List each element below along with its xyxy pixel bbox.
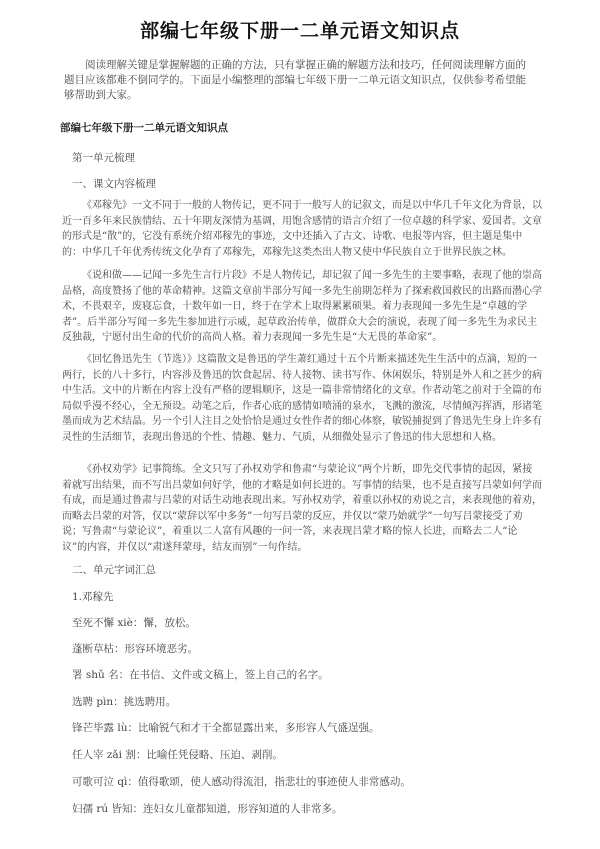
subsection-dengjiaxian: 1.邓稼先 [72, 591, 114, 603]
vocab-item: 任人宰 zǎi 割：比喻任凭侵略、压迫、剥削。 [72, 749, 283, 761]
vocab-item: 蓬断草枯：形容环境恶劣。 [72, 643, 198, 655]
paragraph-luxun: 《回忆鲁迅先生（节选）》这篇散文是鲁迅的学生萧红通过十五个片断来描述先生生活中的点滴，短的一两行，长的八十多行，内容涉及鲁迅的饮食起居、待人接物、读书写作、休闲娱乐，特别是外人和之甚少的病中生活。文中的片断在内容上没有严格的逻辑顺序，这是一篇非常情绪化的文章。作者动笔之前对于全篇的布局似乎漫不经心，全无预设。动笔之后，作者心底的感情如喷涌的泉水，飞溅的激流，尽情倾泻挥洒，形诸笔墨而成为艺术结晶。另一个引人注目之处恰恰是通过女性作者的细心体察，敏锐捕捉到了鲁迅先生身上许多有灵性的生活细节，表现出鲁迅的个性、情趣、魅力、气质，从细微处显示了鲁迅的伟大思想和人格。 [62, 354, 542, 443]
section-1-heading: 一、课文内容梳理 [72, 178, 156, 190]
vocab-item: 妇孺 rú 皆知：连妇女儿童都知道，形容知道的人非常多。 [72, 803, 343, 815]
vocab-item: 可歌可泣 qì：值得歌颂，使人感动得流泪，指悲壮的事迹使人非常感动。 [72, 776, 411, 788]
vocab-item: 选聘 pìn：挑选聘用。 [72, 696, 177, 708]
paragraph-dengjiaxian: 《邓稼先》一文不同于一般的人物传记，更不同于一般写人的记叙文，而是以中华几千年文化为背景，以近一百多年来民族情结、五十年期友深情为基调，用饱含感情的语言介绍了一位卓越的科学家、爱国者。文章的形式是“散”的，它没有系统介绍邓稼先的事迹，文中还插入了古文、诗歌、电报等内容，但主题是集中的：中华几千年优秀传统文化孕育了邓稼先，邓稼先这类杰出人物又使中华民族自立于世界民族之林。 [62, 200, 542, 258]
page-title: 部编七年级下册一二单元语文知识点 [139, 20, 460, 42]
vocab-item: 锋芒毕露 lù：比喻锐气和才干全都显露出来，多形容人气盛逞强。 [72, 722, 380, 734]
unit-1-heading: 第一单元梳理 [72, 152, 135, 164]
vocab-item: 署 shǔ 名：在书信、文件或文稿上，签上自己的名字。 [72, 669, 329, 681]
section-2-heading: 二、单元字词汇总 [72, 564, 156, 576]
paragraph-sunquan: 《孙权劝学》记事简练。全文只写了孙权劝学和鲁肃“与蒙论议”两个片断，即先交代事情的起因，紧接着就写出结果，而不写出吕蒙如何好学，他的才略是如何长进的。写事情的结果，也不是直接写吕蒙如何学而有成，而是通过鲁肃与吕蒙的对话生动地表现出来。写孙权劝学，着重以孙权的劝说之言，来表现他的着劝，而略去吕蒙的对答，仅以“蒙辞以军中多务”一句写吕蒙的反应，并仅以“蒙乃始就学”一句写吕蒙接受了劝说；写鲁肃“与蒙论议”，着重以二人富有风趣的一问一答，来表现吕蒙才略的惊人长进，而略去二人“论议”的内容，并仅以“肃遂拜蒙母，结友而别”一句作结。 [62, 464, 542, 553]
intro-paragraph: 阅读理解关键是掌握解题的正确的方法，只有掌握正确的解题方法和技巧，任何阅读理解方面的题目应该都难不倒同学的。下面是小编整理的部编七年级下册一二单元语文知识点，仅供参考希望能够帮助到大家。 [64, 59, 526, 101]
section-subtitle: 部编七年级下册一二单元语文知识点 [60, 122, 228, 134]
paragraph-wenyiduo: 《说和做——记闻一多先生言行片段》不是人物传记，却记叙了闻一多先生的主要事略，表现了他的崇高品格，高度赞扬了他的革命精神。这篇文章前半部分写闻一多先生前期怎样为了探索救国救民的出路而潜心学术，不畏艰辛，废寝忘食，十数年如一日，终于在学术上取得累累硕果。着力表现闻一多先生是“卓越的学者”。后半部分写闻一多先生参加进行示威，起草政治传单，做群众大会的演说，表现了闻一多先生为求民主反独裁，宁愿付出生命的代价的高尚人格。着力表现闻一多先生是“大无畏的革命家”。 [62, 270, 542, 343]
vocab-item: 至死不懈 xiè：懈，放松。 [72, 617, 196, 629]
